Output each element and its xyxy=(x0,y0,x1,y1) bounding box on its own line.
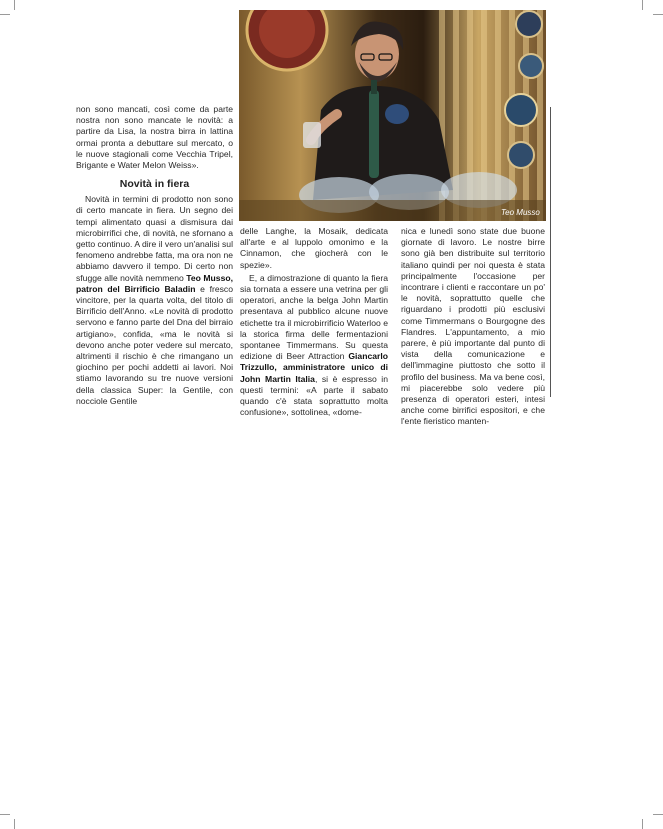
crop-mark xyxy=(642,819,643,829)
article-column-1 xyxy=(76,104,233,407)
person-name-bold: Giancarlo Trizzullo, amministratore unico di John Martin Italia xyxy=(240,351,389,384)
crop-mark xyxy=(653,814,663,815)
crop-mark xyxy=(0,14,10,15)
crop-mark xyxy=(653,14,663,15)
paragraph: non sono mancati, così come da parte nostra non sono mancate le novità: a partire da Lisa, la nostra birra in lattina ormai pronta a debuttare sul mercato, o le nuove stagionali come Vecchia Tripel, Brigante e Water Melon Weiss». xyxy=(76,104,233,171)
badge-icon xyxy=(505,94,537,126)
bottle-icon xyxy=(369,90,379,178)
crop-mark xyxy=(14,0,15,10)
paragraph-text: Novità in termini di prodotto non sono di certo mancate in fiera. Un segno dei tempi alimentato quasi a dismisura dai microbirrifici che, di novità, ne sfornano a getto continuo. A dire il vero un'analisi sul fenomeno andrebbe fatta, ma ora non ne abbiamo davvero il tempo. Di certo non sfugge alle novità nemmeno xyxy=(76,194,233,283)
paragraph-text: e fresco vincitore, per la quarta volta, del titolo di Birrificio dell'Anno. «Le novità di prodotto servono e fanno parte del Dna del birraio artigiano», confida, «ma le novità si devono anche poter vedere sul mercato, altrimenti il rischio è che rimangano un giochino per pochi addetti ai lavori. Noi stiamo lavorando su tre nuove versioni della classica Super: la Gentile, con nocciole Gentile xyxy=(76,283,233,406)
badge-icon xyxy=(516,11,542,37)
photo-caption: Teo Musso xyxy=(501,208,540,217)
person-name-bold: Teo Musso, patron del Birrificio Baladin xyxy=(76,272,233,294)
shirt-logo-icon xyxy=(385,104,409,124)
article-column-3 xyxy=(401,226,545,428)
paragraph xyxy=(240,273,388,419)
article-column-2 xyxy=(240,226,388,418)
article-photo xyxy=(239,10,546,221)
badge-icon xyxy=(508,142,534,168)
column-rule xyxy=(550,107,551,397)
paragraph-text: , si è espresso in questi termini: «A parte il sabato quando c'è stata soprattutto molta confusione», sottolinea, «dome- xyxy=(240,373,388,418)
paragraph xyxy=(76,194,233,407)
section-heading: Novità in fiera xyxy=(119,178,190,191)
table-surface xyxy=(239,200,546,221)
paragraph-text: E, a dimostrazione di quanto la fiera sia tornata a essere una vetrina per gli operatori, anche la belga John Martin presentava al pubblico alcune nuove etichette tra il microbirrificio Waterloo e la storica firma delle fermentazioni spontanee Timmermans. Su questa edizione di Beer Attraction xyxy=(240,272,388,362)
crop-mark xyxy=(14,819,15,829)
paragraph: nica e lunedì sono state due buone giornate di lavoro. Le nostre birre sono già ben distribuite sul territorio italiano quindi per noi questa è stata principalmente l'occasione per incontrare i clienti e raccontare un po' le novità, soprattutto quelle che riguardano i prodotti più esclusivi come Timmermans o Bourgogne des Flandres. L'appuntamento, a mio parere, è più importante dal punto di vista della comunicazione e dell'immagine piuttosto che sotto il profilo del business. Ma va bene così, mi piacerebbe solo vedere più presenza di operatori esteri, intesi anche come birrifici espositori, e che l'ente fieristico manten- xyxy=(401,226,545,427)
crop-mark xyxy=(0,814,10,815)
glass-icon xyxy=(303,122,321,148)
badge-icon xyxy=(519,54,543,78)
crop-mark xyxy=(642,0,643,10)
paragraph: delle Langhe, la Mosaik, dedicata all'arte e al luppolo omonimo e la Cinnamon, che giocherà con le spezie». xyxy=(240,226,388,270)
photo-illustration xyxy=(239,10,546,221)
